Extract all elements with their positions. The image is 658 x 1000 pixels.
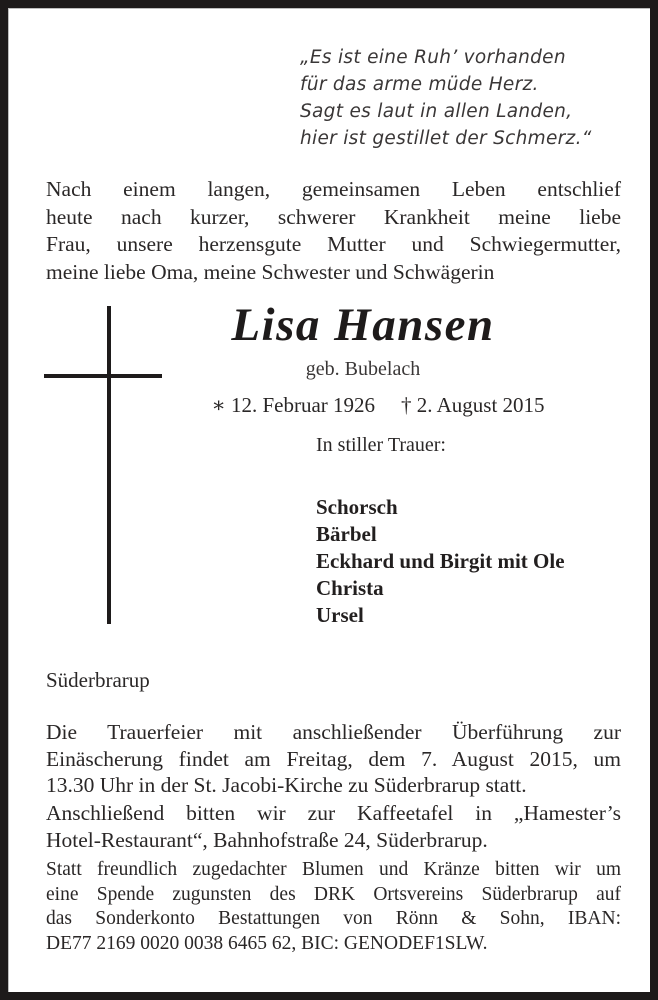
deceased-name: Lisa Hansen [231, 299, 495, 351]
donation-line: eine Spende zugunsten des DRK Ortsvereins Süderbrarup auf [46, 883, 621, 905]
funeral-line: Die Trauerfeier mit anschließender Überführung zur [46, 720, 621, 744]
mourner: Eckhard und Birgit mit Ole [316, 549, 565, 573]
reception-line: Hotel-Restaurant“, Bahnhofstraße 24, Süderbrarup. [46, 827, 488, 852]
mourning-heading: In stiller Trauer: [316, 434, 446, 456]
poem-line: hier ist gestillet der Schmerz.“ [300, 128, 592, 149]
obituary-page [8, 8, 650, 992]
intro-line: meine liebe Oma, meine Schwester und Schwägerin [46, 259, 495, 284]
cross-icon-bar [44, 374, 162, 378]
donation-line: Statt freundlich zugedachter Blumen und Kränze bitten wir um [46, 859, 621, 880]
intro-text [46, 176, 621, 286]
donation-line: das Sonderkonto Bestattungen von Rönn & Sohn, IBAN: [46, 908, 621, 929]
birth-date: ∗ 12. Februar 1926 [211, 393, 376, 417]
funeral-line: 13.30 Uhr in der St. Jacobi-Kirche zu Süderbrarup statt. [46, 773, 527, 797]
funeral-line: Einäscherung findet am Freitag, dem 7. August 2015, um [46, 746, 621, 771]
intro-line: Nach einem langen, gemeinsamen Leben entschlief [46, 177, 621, 201]
poem-line: „Es ist eine Ruh’ vorhanden [300, 47, 566, 68]
mourners-list [316, 494, 565, 629]
mourner: Christa [316, 576, 384, 600]
intro-line: Frau, unsere herzensgute Mutter und Schwiegermutter, [46, 232, 621, 256]
funeral-info [46, 719, 621, 799]
intro-line: heute nach kurzer, schwerer Krankheit meine liebe [46, 204, 621, 229]
reception-line: Anschließend bitten wir zur Kaffeetafel in „Hamester’s [46, 801, 621, 825]
reception-info [46, 800, 621, 853]
place: Süderbrarup [46, 668, 150, 692]
cross-icon [107, 306, 111, 624]
poem-line: für das arme müde Herz. [300, 74, 539, 95]
poem-quote [300, 44, 640, 152]
death-date: † 2. August 2015 [401, 393, 545, 417]
donation-info [46, 858, 621, 956]
life-dates [168, 393, 588, 418]
donation-line: DE77 2169 0020 0038 6465 62, BIC: GENODEF1SLW. [46, 932, 488, 954]
mourner: Schorsch [316, 495, 398, 519]
maiden-name: geb. Bubelach [305, 358, 421, 380]
mourner: Bärbel [316, 522, 377, 546]
poem-line: Sagt es laut in allen Landen, [300, 101, 573, 122]
mourner: Ursel [316, 603, 364, 627]
